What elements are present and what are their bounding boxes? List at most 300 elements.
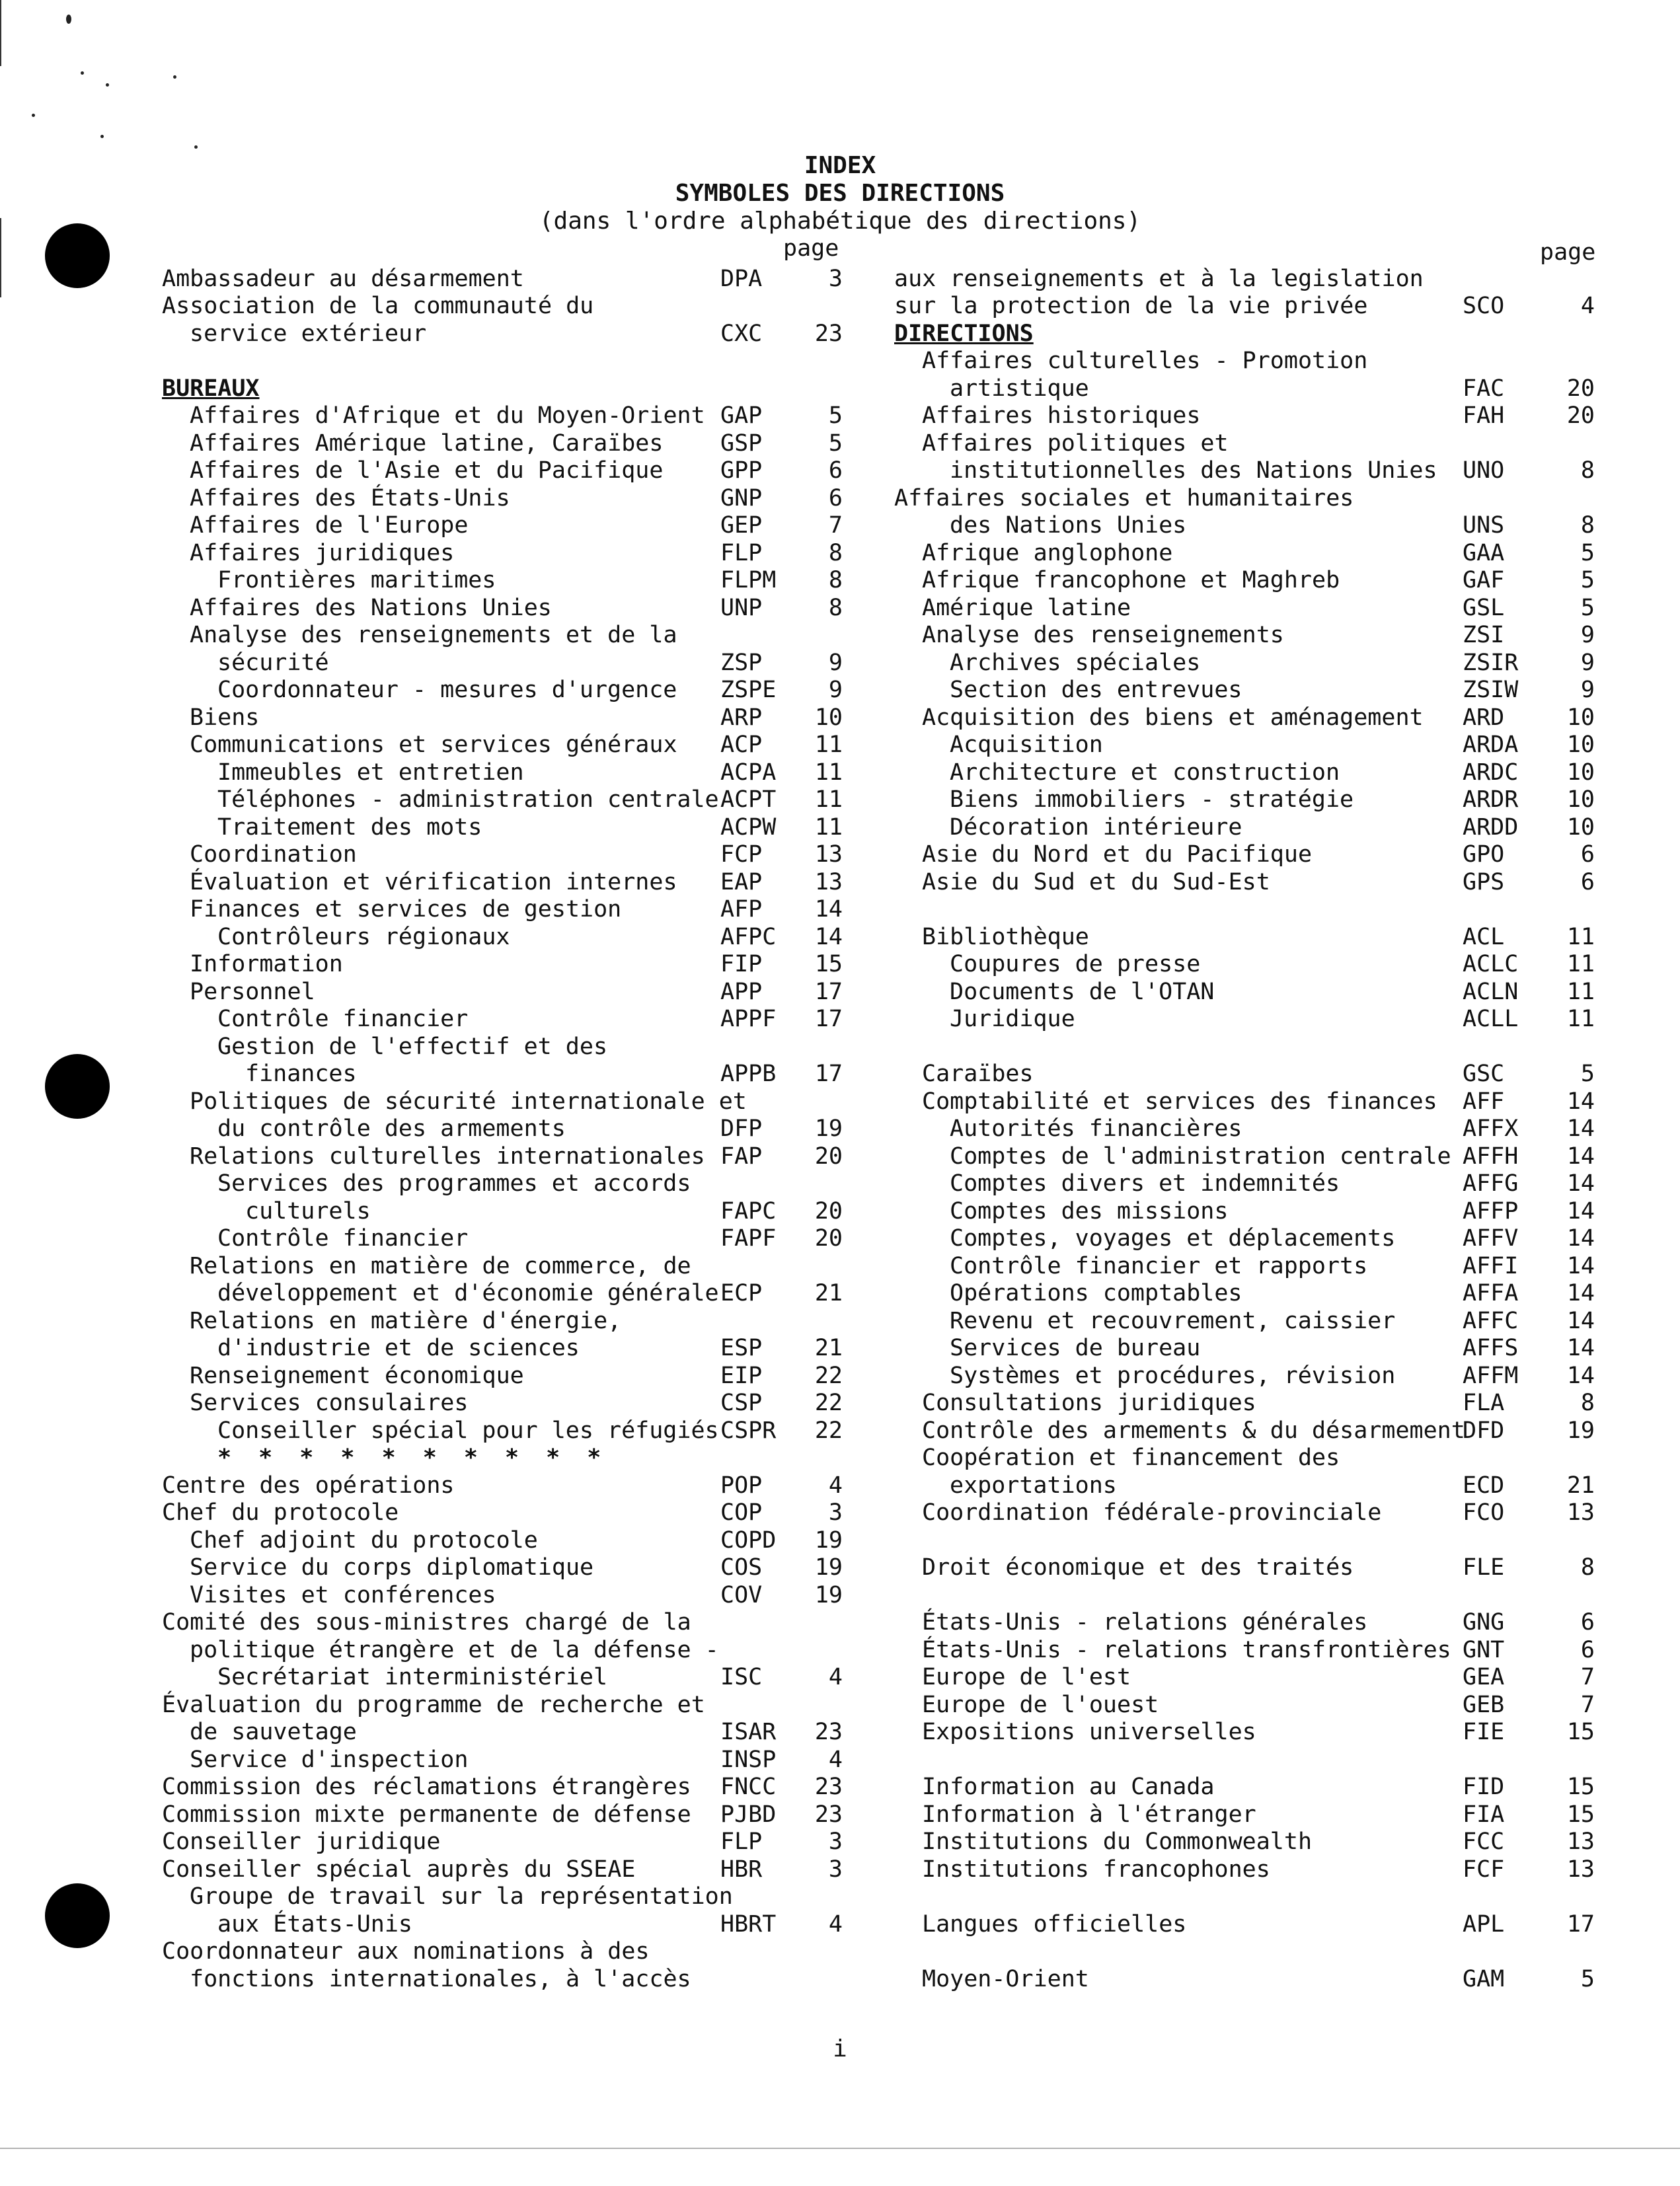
index-entry	[894, 1280, 1595, 1308]
entry-page: 11	[1566, 1006, 1595, 1032]
entry-label: Bibliothèque	[922, 923, 1089, 950]
entry-label: institutionnelles des Nations Unies	[950, 457, 1437, 484]
index-entry	[162, 1883, 862, 1911]
binder-hole	[45, 1883, 110, 1948]
index-entry	[162, 759, 862, 787]
entry-label: Conseiller spécial pour les réfugiés	[217, 1417, 719, 1444]
entry-label: Systèmes et procédures, révision	[950, 1362, 1396, 1389]
entry-label: Contrôle des armements & du désarmement	[922, 1417, 1465, 1444]
entry-label: Personnel	[190, 978, 315, 1005]
entry-symbol: AFFM	[1463, 1362, 1519, 1389]
entry-label: Affaires Amérique latine, Caraïbes	[190, 430, 664, 457]
entry-label: Comptabilité et services des finances	[922, 1088, 1437, 1115]
entry-page: 14	[1566, 1307, 1595, 1334]
entry-label: Documents de l'OTAN	[950, 978, 1215, 1005]
entry-symbol: GAP	[720, 402, 763, 429]
entry-symbol: GNG	[1463, 1609, 1505, 1636]
index-entry	[162, 677, 862, 704]
index-entry	[894, 1143, 1595, 1171]
entry-page: 11	[1566, 978, 1595, 1005]
index-entry	[894, 293, 1595, 320]
entry-symbol: ACPW	[720, 813, 777, 841]
entry-label: de sauvetage	[190, 1719, 357, 1745]
entry-symbol: GAA	[1463, 539, 1505, 566]
entry-label: Affaires de l'Europe	[190, 512, 469, 539]
entry-label: Autorités financières	[950, 1115, 1242, 1142]
entry-label: artistique	[950, 375, 1089, 402]
index-entry	[894, 1801, 1595, 1829]
index-entry	[894, 1061, 1595, 1088]
entry-symbol: AFFA	[1463, 1280, 1519, 1306]
index-entry	[894, 732, 1595, 759]
entry-symbol: ARDD	[1463, 813, 1519, 841]
entry-label: Amérique latine	[922, 594, 1131, 621]
entry-label: Consultations juridiques	[922, 1390, 1256, 1416]
entry-symbol: AFFX	[1463, 1115, 1519, 1142]
index-entry	[162, 1308, 862, 1336]
entry-label: Chef du protocole	[162, 1499, 399, 1526]
index-entry	[894, 1034, 1595, 1061]
entry-symbol: FID	[1463, 1774, 1505, 1800]
entry-label: aux États-Unis	[217, 1910, 413, 1938]
index-entry	[162, 1363, 862, 1390]
index-entry	[162, 841, 862, 869]
entry-page: 20	[814, 1143, 843, 1170]
entry-page: 10	[1566, 732, 1595, 758]
entry-page: 20	[814, 1225, 843, 1252]
entry-symbol: ECD	[1463, 1472, 1505, 1499]
index-entry	[162, 1774, 862, 1801]
entry-page: 14	[1566, 1088, 1595, 1115]
index-entry	[162, 567, 862, 595]
entry-symbol: ZSPE	[720, 677, 777, 703]
index-entry	[162, 512, 862, 540]
index-entry	[162, 540, 862, 568]
entry-symbol: ZSI	[1463, 622, 1505, 648]
entry-label: Affaires culturelles - Promotion	[922, 348, 1368, 374]
index-entry	[162, 1664, 862, 1692]
index-entry	[162, 238, 862, 266]
entry-label: Services des programmes et accords	[217, 1170, 691, 1197]
entry-symbol: ISAR	[720, 1719, 777, 1745]
entry-page: 9	[1580, 677, 1595, 703]
index-entry	[162, 1554, 862, 1582]
entry-symbol: FIA	[1463, 1801, 1505, 1828]
index-entry	[894, 540, 1595, 568]
index-entry	[894, 1609, 1595, 1637]
entry-symbol: AFP	[720, 896, 763, 923]
entry-page: 5	[1580, 567, 1595, 593]
entry-symbol: GPP	[720, 457, 763, 484]
entry-page: 20	[1566, 375, 1595, 402]
entry-label: Biens immobiliers - stratégie	[950, 786, 1354, 813]
index-entry	[894, 1472, 1595, 1500]
index-entry	[894, 1170, 1595, 1198]
entry-label: Institutions francophones	[922, 1856, 1270, 1883]
index-entry	[894, 1692, 1595, 1719]
entry-label: Information à l'étranger	[922, 1801, 1256, 1828]
entry-page: 5	[1580, 1965, 1595, 1992]
entry-page: 23	[814, 1801, 843, 1828]
index-entry	[894, 595, 1595, 622]
entry-label: Affaires historiques	[922, 402, 1201, 429]
index-entry	[162, 869, 862, 897]
entry-symbol: AFFS	[1463, 1335, 1519, 1361]
entry-label: Affaires de l'Asie et du Pacifique	[190, 457, 664, 484]
entry-page: 13	[814, 841, 843, 868]
entry-symbol: GEA	[1463, 1664, 1505, 1690]
index-entry	[894, 896, 1595, 924]
entry-page: 6	[1580, 1636, 1595, 1663]
index-entry	[162, 1828, 862, 1856]
entry-label: Archives spéciales	[950, 649, 1201, 676]
entry-page: 21	[814, 1280, 843, 1306]
entry-symbol: AFF	[1463, 1088, 1505, 1115]
index-entry	[894, 430, 1595, 458]
entry-page: 5	[828, 402, 843, 429]
entry-symbol: FCC	[1463, 1828, 1505, 1855]
entry-symbol: AFFG	[1463, 1170, 1519, 1197]
entry-label: d'industrie et de sciences	[217, 1335, 580, 1361]
entry-page: 22	[814, 1417, 843, 1444]
index-note: (dans l'ordre alphabétique des directions)	[539, 207, 1141, 235]
entry-page: 14	[814, 923, 843, 950]
entry-label: Services de bureau	[950, 1335, 1201, 1361]
entry-symbol: GEB	[1463, 1691, 1505, 1718]
entry-page: 19	[1566, 1417, 1595, 1444]
index-entry	[162, 1692, 862, 1719]
index-entry	[894, 677, 1595, 704]
index-entry	[162, 1417, 862, 1445]
index-entry	[162, 1856, 862, 1884]
entry-label: Expositions universelles	[922, 1719, 1256, 1745]
entry-label: Gestion de l'effectif et des	[217, 1033, 608, 1060]
entry-symbol: GEP	[720, 512, 763, 539]
entry-symbol: UNO	[1463, 457, 1505, 484]
index-entry	[162, 348, 862, 375]
index-entry	[894, 1499, 1595, 1527]
entry-page: 14	[1566, 1335, 1595, 1361]
entry-page: 5	[1580, 1061, 1595, 1087]
entry-page: 17	[814, 978, 843, 1005]
index-entry	[894, 457, 1595, 485]
entry-label: Relations en matière de commerce, de	[190, 1252, 691, 1279]
index-entry	[894, 1582, 1595, 1610]
entry-symbol: FAH	[1463, 402, 1505, 429]
entry-page: 3	[828, 1499, 843, 1526]
entry-page: 13	[1566, 1856, 1595, 1883]
index-entry	[894, 1637, 1595, 1665]
index-entry	[162, 1609, 862, 1637]
entry-symbol: DPA	[720, 265, 763, 292]
entry-label: sur la protection de la vie privée	[894, 293, 1368, 319]
entry-symbol: SCO	[1463, 293, 1505, 319]
entry-page: 5	[1580, 594, 1595, 621]
index-entry	[894, 1088, 1595, 1116]
index-entry	[894, 1747, 1595, 1774]
entry-label: Asie du Nord et du Pacifique	[922, 841, 1313, 868]
entry-label: fonctions internationales, à l'accès	[190, 1965, 691, 1992]
entry-label: Conseiller juridique	[162, 1828, 441, 1855]
entry-page: 14	[1566, 1143, 1595, 1170]
entry-label: Conseiller spécial auprès du SSEAE	[162, 1856, 636, 1883]
entry-page: 14	[1566, 1197, 1595, 1225]
entry-symbol: CSPR	[720, 1417, 777, 1444]
index-entry	[162, 1225, 862, 1253]
entry-label: Téléphones - administration centrale	[217, 786, 719, 813]
entry-label: politique étrangère et de la défense -	[190, 1636, 719, 1663]
entry-symbol: ARP	[720, 704, 763, 731]
entry-label: culturels	[245, 1197, 371, 1225]
entry-page: 4	[828, 1664, 843, 1690]
entry-symbol: EIP	[720, 1362, 763, 1389]
index-entry	[162, 924, 862, 952]
entry-label: Europe de l'ouest	[922, 1691, 1159, 1718]
entry-page: 7	[1580, 1664, 1595, 1690]
entry-symbol: COV	[720, 1581, 763, 1608]
index-entry	[162, 1472, 862, 1500]
index-entry	[162, 1034, 862, 1061]
entry-label: Information au Canada	[922, 1774, 1215, 1800]
scan-speck	[81, 71, 84, 75]
index-entry	[162, 1088, 862, 1116]
index-entry	[894, 1417, 1595, 1445]
index-entry	[162, 1801, 862, 1829]
index-entry	[162, 1527, 862, 1555]
index-entry	[162, 951, 862, 979]
index-entry	[162, 1006, 862, 1034]
entry-page: 20	[814, 1197, 843, 1225]
entry-label: sécurité	[217, 649, 329, 676]
entry-symbol: GNP	[720, 484, 763, 511]
entry-symbol: PJBD	[720, 1801, 777, 1828]
entry-label: Droit économique et des traités	[922, 1554, 1354, 1581]
entry-label: Finances et services de gestion	[190, 896, 622, 923]
index-title: INDEX	[804, 152, 876, 179]
entry-symbol: FCP	[720, 841, 763, 868]
index-entry	[894, 1225, 1595, 1253]
index-entry	[894, 924, 1595, 952]
page-column-header: page	[1540, 239, 1596, 266]
index-entry	[894, 1445, 1595, 1472]
entry-page: 11	[1566, 923, 1595, 950]
entry-symbol: APPB	[720, 1061, 777, 1087]
index-entry	[162, 786, 862, 814]
entry-symbol: ACLN	[1463, 978, 1519, 1005]
index-entry	[162, 320, 862, 348]
index-entry	[894, 1363, 1595, 1390]
index-entry	[894, 567, 1595, 595]
entry-symbol: FCF	[1463, 1856, 1505, 1883]
entry-page: 14	[1566, 1170, 1595, 1197]
entry-page: 8	[1580, 1390, 1595, 1416]
entry-symbol: FLE	[1463, 1554, 1505, 1581]
entry-page: 10	[814, 704, 843, 731]
index-entry	[894, 1527, 1595, 1555]
index-entry	[894, 375, 1595, 403]
index-entry	[162, 1143, 862, 1171]
entry-label: Ambassadeur au désarmement	[162, 265, 524, 292]
index-entry	[894, 402, 1595, 430]
index-entry	[162, 1170, 862, 1198]
entry-symbol: ACLC	[1463, 951, 1519, 977]
index-entry	[162, 622, 862, 650]
entry-page: 14	[1566, 1362, 1595, 1389]
entry-label: Relations culturelles internationales	[190, 1143, 705, 1170]
entry-symbol: ARDA	[1463, 732, 1519, 758]
entry-symbol: AFFV	[1463, 1225, 1519, 1252]
entry-label: Contrôle financier et rapports	[950, 1252, 1368, 1279]
entry-label: Affaires d'Afrique et du Moyen-Orient	[190, 402, 705, 429]
entry-page: 8	[1580, 1554, 1595, 1581]
entry-label: Analyse des renseignements et de la	[190, 622, 677, 648]
entry-page: 23	[814, 1719, 843, 1745]
entry-symbol: APPF	[720, 1006, 777, 1032]
index-entry	[162, 1911, 862, 1939]
index-entry	[162, 1637, 862, 1665]
scan-speck	[66, 15, 71, 24]
entry-label: Europe de l'est	[922, 1664, 1131, 1690]
index-entry	[894, 869, 1595, 897]
index-entry	[894, 1911, 1595, 1939]
entry-label: Traitement des mots	[217, 813, 482, 841]
entry-symbol: ACP	[720, 732, 763, 758]
entry-symbol: DFP	[720, 1115, 763, 1142]
index-entry	[894, 979, 1595, 1006]
entry-symbol: POP	[720, 1472, 763, 1499]
entry-label: Contrôleurs régionaux	[217, 923, 510, 950]
entry-label: États-Unis - relations générales	[922, 1609, 1368, 1636]
entry-page: 9	[1580, 649, 1595, 676]
entry-label: Afrique francophone et Maghreb	[922, 567, 1340, 593]
entry-label: Coupures de presse	[950, 951, 1201, 977]
entry-label: Commission mixte permanente de défense	[162, 1801, 691, 1828]
entry-page: 10	[1566, 704, 1595, 731]
entry-page: 10	[1566, 813, 1595, 841]
index-entry	[162, 1061, 862, 1088]
entry-page: 3	[828, 1828, 843, 1855]
entry-label: Coopération et financement des	[922, 1445, 1340, 1471]
index-entry	[894, 1828, 1595, 1856]
separator-stars: * * * * * * * * * *	[217, 1445, 608, 1471]
index-entry	[162, 732, 862, 759]
entry-label: Groupe de travail sur la représentation	[190, 1883, 733, 1910]
index-entry	[894, 759, 1595, 787]
entry-label: Secrétariat interministériel	[217, 1664, 608, 1690]
index-entry	[894, 650, 1595, 677]
index-entry	[162, 485, 862, 513]
index-entry	[894, 1966, 1595, 1994]
bottom-rule	[0, 2148, 1680, 2149]
entry-symbol: AFFH	[1463, 1143, 1519, 1170]
entry-label: Comptes des missions	[950, 1197, 1229, 1225]
index-entry	[162, 1115, 862, 1143]
entry-label: Renseignement économique	[190, 1362, 524, 1389]
entry-page: 6	[1580, 1609, 1595, 1636]
entry-page: 8	[828, 539, 843, 566]
entry-page: 4	[1580, 293, 1595, 319]
index-entry	[162, 1582, 862, 1610]
entry-page: 17	[1566, 1910, 1595, 1938]
entry-label: Coordination	[190, 841, 357, 868]
entry-page: 4	[828, 1910, 843, 1938]
entry-symbol: GSL	[1463, 594, 1505, 621]
index-entry	[162, 1198, 862, 1226]
index-entry	[894, 841, 1595, 869]
index-entry	[894, 320, 1595, 348]
entry-page: 17	[814, 1061, 843, 1087]
entry-symbol: GNT	[1463, 1636, 1505, 1663]
entry-label: Acquisition des biens et aménagement	[922, 704, 1424, 731]
entry-symbol: GAF	[1463, 567, 1505, 593]
entry-label: service extérieur	[190, 320, 427, 347]
entry-symbol: COPD	[720, 1526, 777, 1554]
entry-page: 6	[1580, 841, 1595, 868]
entry-page: 7	[1580, 1691, 1595, 1718]
entry-label: Immeubles et entretien	[217, 759, 524, 786]
entry-page: 9	[828, 677, 843, 703]
entry-label: du contrôle des armements	[217, 1115, 566, 1142]
entry-label: Asie du Sud et du Sud-Est	[922, 868, 1270, 895]
index-entry	[162, 1499, 862, 1527]
index-entry	[894, 1335, 1595, 1363]
left-index-column	[162, 238, 862, 1993]
entry-label: des Nations Unies	[950, 512, 1187, 539]
entry-symbol: AFPC	[720, 923, 777, 950]
index-entry	[894, 1938, 1595, 1966]
index-entry	[162, 1280, 862, 1308]
entry-symbol: COP	[720, 1499, 763, 1526]
entry-symbol: UNS	[1463, 512, 1505, 539]
entry-symbol: INSP	[720, 1746, 777, 1773]
entry-symbol: UNP	[720, 594, 763, 621]
right-index-column	[894, 238, 1595, 1993]
index-subtitle: SYMBOLES DES DIRECTIONS	[675, 180, 1005, 207]
entry-page: 21	[814, 1335, 843, 1361]
page-column-header: page	[783, 235, 839, 262]
entry-page: 11	[1566, 951, 1595, 977]
entry-label: aux renseignements et à la legislation	[894, 265, 1424, 292]
entry-page: 13	[1566, 1828, 1595, 1855]
index-entry	[162, 595, 862, 622]
entry-symbol: GSC	[1463, 1061, 1505, 1087]
entry-label: Visites et conférences	[190, 1581, 496, 1608]
entry-page: 5	[828, 430, 843, 457]
entry-label: Analyse des renseignements	[922, 622, 1284, 648]
entry-symbol: FAPC	[720, 1197, 777, 1225]
entry-symbol: FAP	[720, 1143, 763, 1170]
entry-label: Contrôle financier	[217, 1006, 469, 1032]
entry-symbol: FNCC	[720, 1774, 777, 1800]
index-entry	[894, 1664, 1595, 1692]
entry-label: Communications et services généraux	[190, 732, 677, 758]
entry-label: Association de la communauté du	[162, 293, 594, 319]
entry-page: 15	[814, 951, 843, 977]
scan-speck	[194, 145, 198, 149]
index-entry	[162, 375, 862, 403]
entry-page: 10	[1566, 759, 1595, 786]
index-entry	[894, 1253, 1595, 1281]
entry-label: Revenu et recouvrement, caissier	[950, 1307, 1396, 1334]
entry-label: Coordonnateur - mesures d'urgence	[217, 677, 677, 703]
entry-page: 21	[1566, 1472, 1595, 1499]
entry-label: Comptes, voyages et déplacements	[950, 1225, 1396, 1252]
entry-label: Coordination fédérale-provinciale	[922, 1499, 1382, 1526]
entry-page: 5	[1580, 539, 1595, 566]
entry-label: Services consulaires	[190, 1390, 469, 1416]
index-entry	[162, 896, 862, 924]
entry-page: 14	[1566, 1225, 1595, 1252]
